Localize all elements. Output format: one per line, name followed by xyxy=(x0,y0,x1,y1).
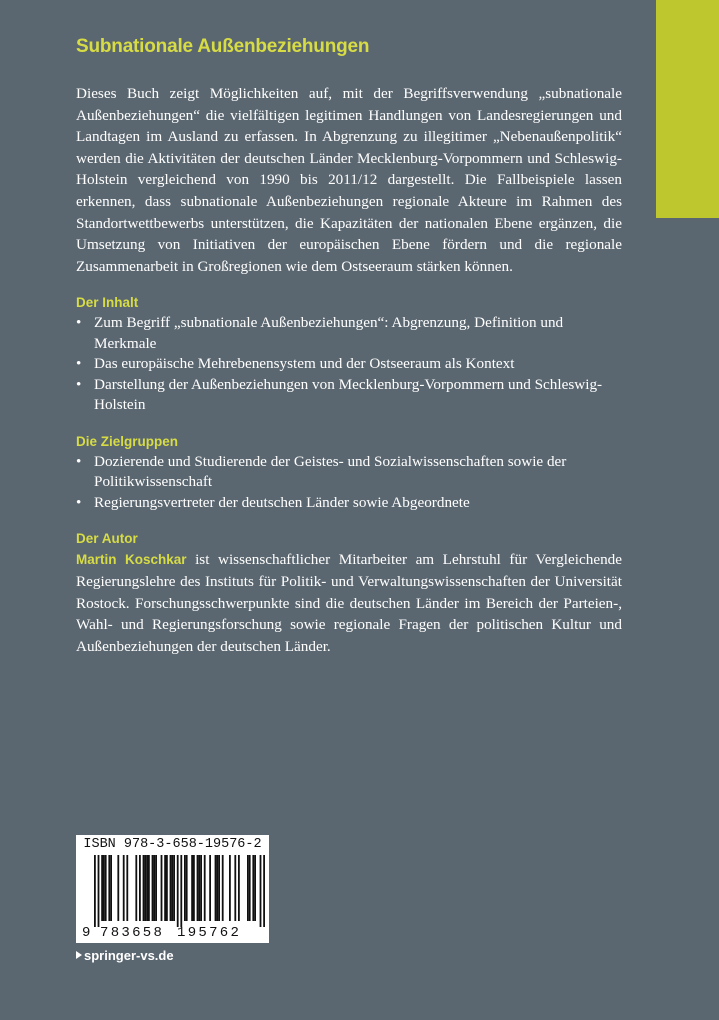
barcode-bar xyxy=(146,855,148,921)
barcode-bar xyxy=(170,855,172,921)
list-item xyxy=(76,493,622,514)
barcode-bar xyxy=(249,855,251,921)
book-title: Subnationale Außenbeziehungen xyxy=(76,36,370,57)
back-cover-content xyxy=(76,34,622,657)
barcode-guard-bar xyxy=(180,855,182,927)
barcode-guard-bar xyxy=(177,855,179,927)
barcode-bar xyxy=(173,855,175,921)
isbn-barcode xyxy=(76,835,269,943)
barcode-bar xyxy=(148,855,150,921)
barcode-bar xyxy=(166,855,168,921)
barcode-bar xyxy=(135,855,137,921)
barcode-bar xyxy=(184,855,186,921)
arrow-right-icon xyxy=(76,951,82,959)
contents-item-text: Das europäische Mehrebenensystem und der Ostseeraum als Kontext xyxy=(94,355,515,373)
barcode-bar xyxy=(101,855,103,921)
bullet-icon: • xyxy=(76,452,82,470)
isbn-label: ISBN 978-3-658-19576-2 xyxy=(83,837,262,852)
barcode-bar xyxy=(200,855,202,921)
bullet-icon: • xyxy=(76,314,82,332)
book-description: Dieses Buch zeigt Möglichkeiten auf, mit der Begriffsverwendung „subnationale Außenbeziehungen“ die vielfältigen legitimen Handlungen von Landesregierungen und Landtagen im Ausland zu erfassen. In Abgrenzung zu illegitimer „Nebenaußenpolitik“ werden die Aktivitäten der deutschen Länder Mecklenburg-Vorpommern und Schleswig-Holstein vergleichend von 1990 bis 2011/12 dargestellt. Die Fallbeispiele lassen erkennen, dass subnationale Außenbeziehungen regionale Akteure im Rahmen des Standortwettbewerbs unterstützen, die Kapazitäten der nationalen Ebene ergänzen, die Umsetzung von Initiativen der europäischen Ebene fördern und die regionale Zusammenarbeit in Großregionen wie dem Ostseeraum stärken können. xyxy=(76,85,622,275)
barcode-digits-left: 783658 xyxy=(100,925,165,941)
barcode-bar xyxy=(218,855,220,921)
audience-list xyxy=(76,452,622,514)
contents-list xyxy=(76,313,622,416)
barcode-digits-right: 195762 xyxy=(177,925,242,941)
barcode-bar xyxy=(164,855,166,921)
barcode-bar xyxy=(215,855,217,921)
audience-heading: Die Zielgruppen xyxy=(76,433,179,449)
barcode-bar xyxy=(222,855,224,921)
contents-heading: Der Inhalt xyxy=(76,295,139,311)
barcode-bar xyxy=(234,855,236,921)
barcode-bar xyxy=(110,855,112,921)
publisher-url: springer-vs.de xyxy=(84,948,174,963)
audience-item-text: Regierungsvertreter der deutschen Länder sowie Abgeordnete xyxy=(94,493,470,511)
barcode-bar xyxy=(144,855,146,921)
author-bio-text: ist wissenschaftlicher Mitarbeiter am Lehrstuhl für Vergleichende Regierungslehre des Instituts für Politik- und Verwaltungswissenschaften der Universität Rostock. Forschungsschwerpunkte sind die deutschen Länder im Bereich der Parteien-, Wahl- und Regierungsforschung sowie regionale Fragen der politischen Kultur und Außenbeziehungen der deutschen Länder. xyxy=(76,551,622,655)
list-item xyxy=(76,452,622,493)
author-bio xyxy=(76,549,622,657)
barcode-bar xyxy=(152,855,154,921)
barcode-guard-bar xyxy=(98,855,100,927)
list-item xyxy=(76,375,622,416)
barcode-guard-bar xyxy=(263,855,265,927)
publisher-link[interactable] xyxy=(76,947,174,965)
barcode-bar xyxy=(153,855,155,921)
audience-item-text: Dozierende und Studierende der Geistes- und Sozialwissenschaften sowie der Politikwissenschaft xyxy=(94,452,567,491)
barcode-bar xyxy=(198,855,200,921)
bullet-icon: • xyxy=(76,355,82,373)
barcode-bar xyxy=(161,855,163,921)
barcode-bar xyxy=(108,855,110,921)
barcode-bar xyxy=(186,855,188,921)
accent-bar xyxy=(656,0,719,218)
barcode-bar xyxy=(254,855,256,921)
author-heading: Der Autor xyxy=(76,531,138,547)
barcode-bar xyxy=(216,855,218,921)
barcode-bar xyxy=(191,855,193,921)
list-item xyxy=(76,313,622,354)
barcode-bar xyxy=(103,855,105,921)
barcode-guard-bar xyxy=(260,855,262,927)
barcode-guard-bar xyxy=(94,855,96,927)
barcode-bar xyxy=(193,855,195,921)
contents-item-text: Darstellung der Außenbeziehungen von Mecklenburg-Vorpommern und Schleswig-Holstein xyxy=(94,375,603,414)
list-item xyxy=(76,354,622,375)
barcode-bar xyxy=(143,855,145,921)
barcode-bar xyxy=(252,855,254,921)
bullet-icon: • xyxy=(76,493,82,511)
barcode-bar xyxy=(155,855,157,921)
barcode-bar xyxy=(197,855,199,921)
barcode-bar xyxy=(209,855,211,921)
barcode-digits xyxy=(76,925,269,941)
barcode-bar xyxy=(105,855,107,921)
barcode-bar xyxy=(247,855,249,921)
barcode-bar xyxy=(171,855,173,921)
contents-item-text: Zum Begriff „subnationale Außenbeziehungen“: Abgrenzung, Definition und Merkmale xyxy=(94,314,564,352)
barcode-bar xyxy=(229,855,231,921)
author-name: Martin Koschkar xyxy=(76,552,187,568)
barcode-bar xyxy=(139,855,141,921)
barcode-bar xyxy=(238,855,240,921)
barcode-bar xyxy=(123,855,125,921)
bullet-icon: • xyxy=(76,375,82,393)
barcode-bar xyxy=(117,855,119,921)
barcode-bar xyxy=(126,855,128,921)
barcode-bar xyxy=(204,855,206,921)
barcode-digit-first: 9 xyxy=(82,925,91,941)
